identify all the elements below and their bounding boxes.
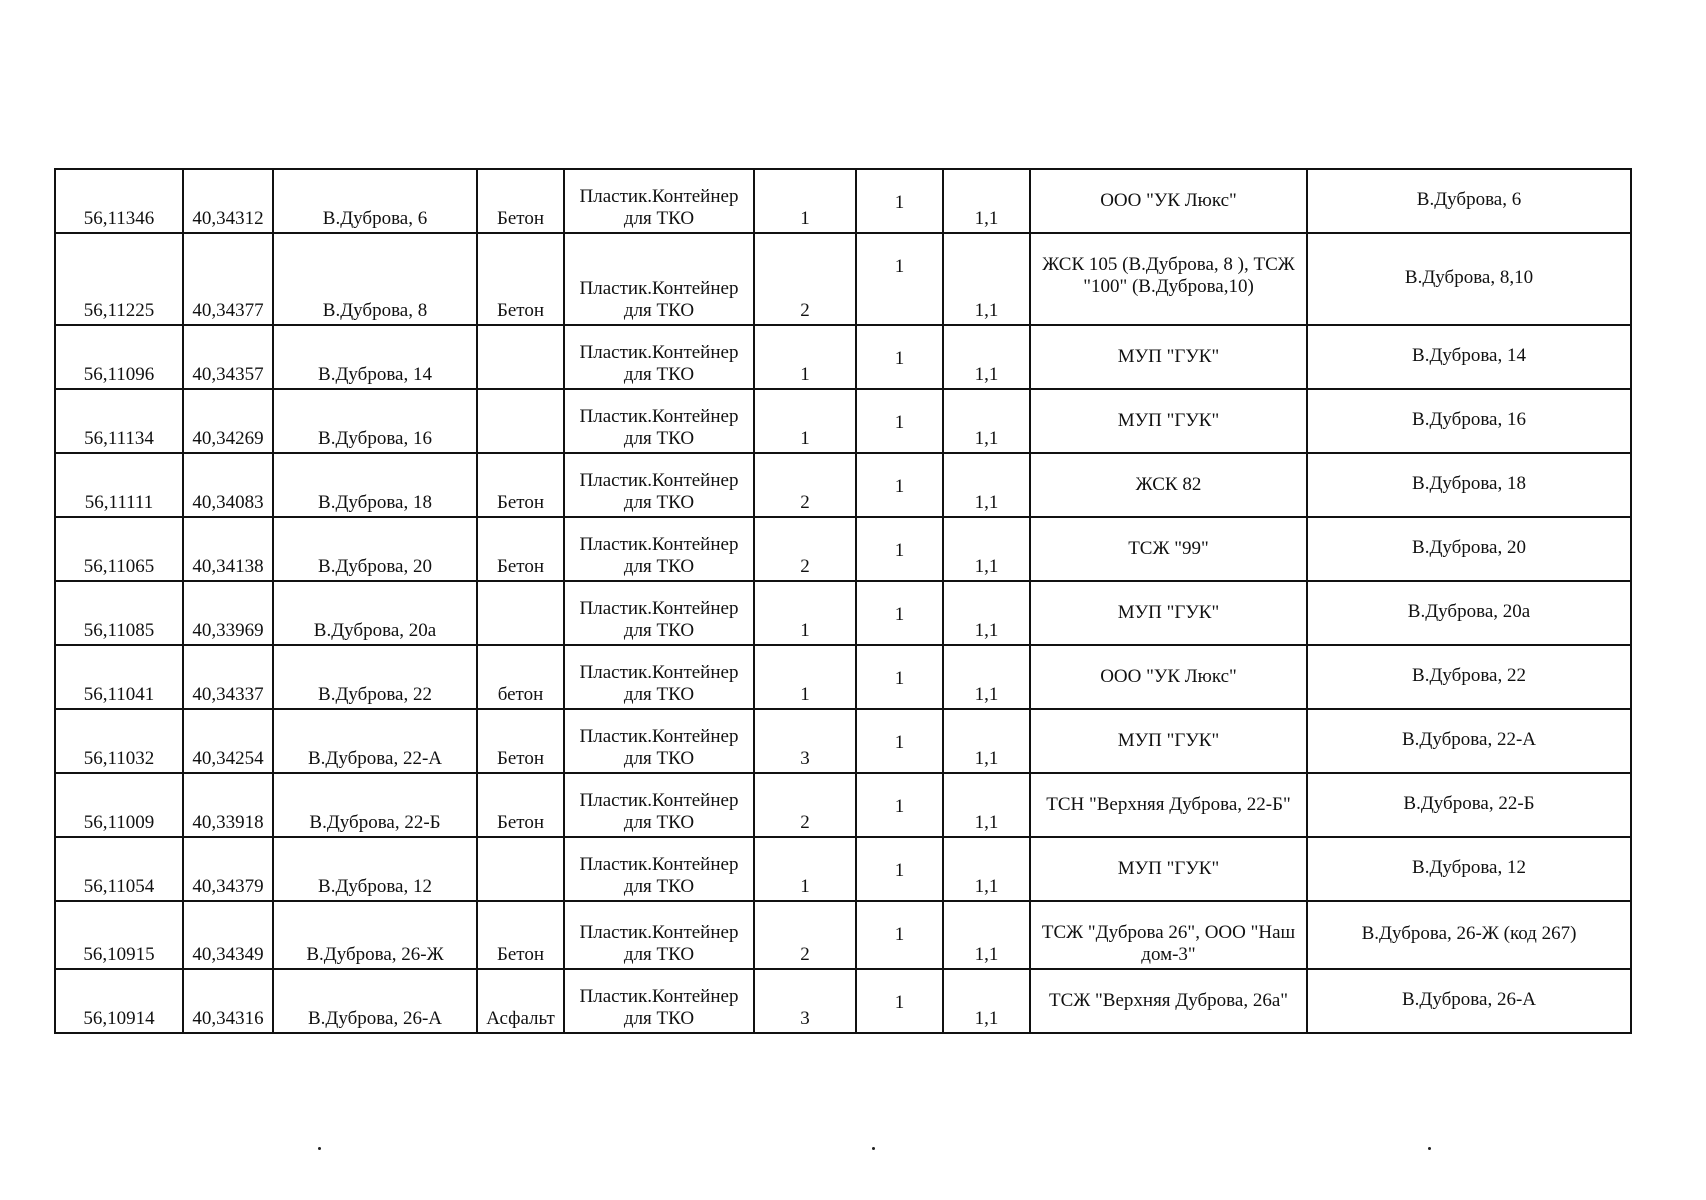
latitude-cell: 56,11225 xyxy=(55,233,183,325)
surface-cell: Асфальт xyxy=(477,969,564,1033)
address-cell: В.Дуброва, 20 xyxy=(273,517,477,581)
longitude-cell: 40,34377 xyxy=(183,233,273,325)
quantity-value: 1 xyxy=(894,256,905,277)
longitude-cell: 40,33969 xyxy=(183,581,273,645)
quantity-cell xyxy=(856,233,943,325)
latitude-cell: 56,11085 xyxy=(55,581,183,645)
quantity-value: 1 xyxy=(894,476,905,497)
container-type-cell: Пластик.Контейнер для ТКО xyxy=(564,581,754,645)
quantity-cell xyxy=(856,169,943,233)
latitude-cell: 56,11032 xyxy=(55,709,183,773)
volume-cell: 1,1 xyxy=(943,325,1030,389)
longitude-cell: 40,34312 xyxy=(183,169,273,233)
surface-cell: Бетон xyxy=(477,517,564,581)
longitude-cell: 40,34349 xyxy=(183,901,273,969)
surface-cell: Бетон xyxy=(477,901,564,969)
container-count-cell: 1 xyxy=(754,169,856,233)
served-address-cell: В.Дуброва, 26-Ж (код 267) xyxy=(1307,901,1631,969)
address-cell: В.Дуброва, 20а xyxy=(273,581,477,645)
table-row xyxy=(55,837,1631,901)
quantity-value: 1 xyxy=(894,412,905,433)
organization-name: МУП "ГУК" xyxy=(1117,346,1220,367)
quantity-cell xyxy=(856,709,943,773)
organization-name: ТСЖ "99" xyxy=(1128,538,1209,559)
container-type-cell: Пластик.Контейнер для ТКО xyxy=(564,517,754,581)
quantity-value: 1 xyxy=(894,992,905,1013)
volume-cell: 1,1 xyxy=(943,837,1030,901)
volume-cell: 1,1 xyxy=(943,645,1030,709)
footer-dot-3 xyxy=(1428,1147,1431,1150)
organization-cell xyxy=(1030,517,1307,581)
latitude-cell: 56,11065 xyxy=(55,517,183,581)
organization-cell xyxy=(1030,645,1307,709)
served-address-cell: В.Дуброва, 20а xyxy=(1307,581,1631,645)
footer-dot-2 xyxy=(872,1147,875,1150)
container-count-cell: 2 xyxy=(754,233,856,325)
container-type-cell: Пластик.Контейнер для ТКО xyxy=(564,645,754,709)
container-sites-table xyxy=(54,168,1632,1034)
served-address-cell: В.Дуброва, 22-Б xyxy=(1307,773,1631,837)
quantity-cell xyxy=(856,645,943,709)
longitude-cell: 40,34337 xyxy=(183,645,273,709)
quantity-value: 1 xyxy=(894,348,905,369)
quantity-cell xyxy=(856,837,943,901)
quantity-value: 1 xyxy=(894,668,905,689)
organization-cell xyxy=(1030,169,1307,233)
container-count-cell: 1 xyxy=(754,325,856,389)
served-address-cell: В.Дуброва, 22-А xyxy=(1307,709,1631,773)
quantity-cell xyxy=(856,325,943,389)
container-count-cell: 1 xyxy=(754,389,856,453)
latitude-cell: 56,11041 xyxy=(55,645,183,709)
organization-cell xyxy=(1030,325,1307,389)
container-type-cell: Пластик.Контейнер для ТКО xyxy=(564,169,754,233)
organization-cell xyxy=(1030,581,1307,645)
container-type-cell: Пластик.Контейнер для ТКО xyxy=(564,233,754,325)
organization-name: ЖСК 82 xyxy=(1135,474,1202,495)
longitude-cell: 40,33918 xyxy=(183,773,273,837)
table-row xyxy=(55,453,1631,517)
container-type-cell: Пластик.Контейнер для ТКО xyxy=(564,453,754,517)
table-row xyxy=(55,645,1631,709)
container-type-cell: Пластик.Контейнер для ТКО xyxy=(564,969,754,1033)
footer-dot-1 xyxy=(318,1147,321,1150)
quantity-value: 1 xyxy=(894,732,905,753)
longitude-cell: 40,34316 xyxy=(183,969,273,1033)
address-cell: В.Дуброва, 26-Ж xyxy=(273,901,477,969)
table-row xyxy=(55,773,1631,837)
container-count-cell: 3 xyxy=(754,969,856,1033)
quantity-value: 1 xyxy=(894,860,905,881)
table-row xyxy=(55,709,1631,773)
latitude-cell: 56,11111 xyxy=(55,453,183,517)
quantity-cell xyxy=(856,389,943,453)
organization-name: МУП "ГУК" xyxy=(1117,730,1220,751)
surface-cell: бетон xyxy=(477,645,564,709)
latitude-cell: 56,11054 xyxy=(55,837,183,901)
organization-cell xyxy=(1030,453,1307,517)
organization-name: ООО "УК Люкс" xyxy=(1100,666,1237,687)
volume-cell: 1,1 xyxy=(943,581,1030,645)
quantity-value: 1 xyxy=(894,924,905,945)
quantity-value: 1 xyxy=(894,604,905,625)
table-body xyxy=(55,169,1631,1033)
container-type-cell: Пластик.Контейнер для ТКО xyxy=(564,901,754,969)
longitude-cell: 40,34254 xyxy=(183,709,273,773)
organization-cell xyxy=(1030,709,1307,773)
table-row xyxy=(55,901,1631,969)
quantity-cell xyxy=(856,517,943,581)
address-cell: В.Дуброва, 26-А xyxy=(273,969,477,1033)
container-count-cell: 2 xyxy=(754,773,856,837)
quantity-cell xyxy=(856,581,943,645)
organization-name: ТСЖ "Верхняя Дуброва, 26а" xyxy=(1048,990,1289,1011)
container-type-cell: Пластик.Контейнер для ТКО xyxy=(564,773,754,837)
table-row xyxy=(55,389,1631,453)
volume-cell: 1,1 xyxy=(943,169,1030,233)
container-type-cell: Пластик.Контейнер для ТКО xyxy=(564,837,754,901)
latitude-cell: 56,11096 xyxy=(55,325,183,389)
served-address-cell: В.Дуброва, 16 xyxy=(1307,389,1631,453)
container-type-cell: Пластик.Контейнер для ТКО xyxy=(564,709,754,773)
surface-cell xyxy=(477,325,564,389)
volume-cell: 1,1 xyxy=(943,709,1030,773)
container-type-cell: Пластик.Контейнер для ТКО xyxy=(564,389,754,453)
volume-cell: 1,1 xyxy=(943,517,1030,581)
container-count-cell: 2 xyxy=(754,901,856,969)
surface-cell: Бетон xyxy=(477,169,564,233)
organization-cell xyxy=(1030,233,1307,325)
longitude-cell: 40,34357 xyxy=(183,325,273,389)
organization-name: МУП "ГУК" xyxy=(1117,602,1220,623)
latitude-cell: 56,11346 xyxy=(55,169,183,233)
surface-cell xyxy=(477,837,564,901)
table-row xyxy=(55,169,1631,233)
surface-cell: Бетон xyxy=(477,453,564,517)
address-cell: В.Дуброва, 14 xyxy=(273,325,477,389)
latitude-cell: 56,10915 xyxy=(55,901,183,969)
organization-cell xyxy=(1030,969,1307,1033)
volume-cell: 1,1 xyxy=(943,389,1030,453)
longitude-cell: 40,34083 xyxy=(183,453,273,517)
address-cell: В.Дуброва, 18 xyxy=(273,453,477,517)
organization-cell xyxy=(1030,837,1307,901)
surface-cell: Бетон xyxy=(477,233,564,325)
address-cell: В.Дуброва, 8 xyxy=(273,233,477,325)
organization-cell xyxy=(1030,773,1307,837)
longitude-cell: 40,34269 xyxy=(183,389,273,453)
organization-cell xyxy=(1030,389,1307,453)
container-count-cell: 1 xyxy=(754,645,856,709)
quantity-cell xyxy=(856,773,943,837)
longitude-cell: 40,34138 xyxy=(183,517,273,581)
organization-name: ТСН "Верхняя Дуброва, 22-Б" xyxy=(1046,794,1291,815)
address-cell: В.Дуброва, 22-А xyxy=(273,709,477,773)
volume-cell: 1,1 xyxy=(943,901,1030,969)
volume-cell: 1,1 xyxy=(943,773,1030,837)
served-address-cell: В.Дуброва, 22 xyxy=(1307,645,1631,709)
organization-name: ЖСК 105 (В.Дуброва, 8 ), ТСЖ "100" (В.Дуброва,10) xyxy=(1042,254,1295,297)
served-address-cell: В.Дуброва, 20 xyxy=(1307,517,1631,581)
served-address-cell: В.Дуброва, 8,10 xyxy=(1307,233,1631,325)
container-count-cell: 2 xyxy=(754,517,856,581)
organization-name: ООО "УК Люкс" xyxy=(1100,190,1237,211)
served-address-cell: В.Дуброва, 18 xyxy=(1307,453,1631,517)
quantity-cell xyxy=(856,453,943,517)
quantity-value: 1 xyxy=(894,796,905,817)
surface-cell xyxy=(477,581,564,645)
address-cell: В.Дуброва, 22 xyxy=(273,645,477,709)
address-cell: В.Дуброва, 12 xyxy=(273,837,477,901)
address-cell: В.Дуброва, 16 xyxy=(273,389,477,453)
table-row xyxy=(55,581,1631,645)
latitude-cell: 56,11134 xyxy=(55,389,183,453)
organization-cell xyxy=(1030,901,1307,969)
table-row xyxy=(55,325,1631,389)
address-cell: В.Дуброва, 22-Б xyxy=(273,773,477,837)
served-address-cell: В.Дуброва, 12 xyxy=(1307,837,1631,901)
quantity-value: 1 xyxy=(894,540,905,561)
served-address-cell: В.Дуброва, 6 xyxy=(1307,169,1631,233)
surface-cell: Бетон xyxy=(477,709,564,773)
organization-name: МУП "ГУК" xyxy=(1117,410,1220,431)
table-row xyxy=(55,517,1631,581)
organization-name: МУП "ГУК" xyxy=(1117,858,1220,879)
organization-name: ТСЖ "Дуброва 26", ООО "Наш дом-3" xyxy=(1041,922,1296,965)
longitude-cell: 40,34379 xyxy=(183,837,273,901)
quantity-cell xyxy=(856,969,943,1033)
quantity-value: 1 xyxy=(894,192,905,213)
served-address-cell: В.Дуброва, 26-А xyxy=(1307,969,1631,1033)
quantity-cell xyxy=(856,901,943,969)
table-row xyxy=(55,233,1631,325)
latitude-cell: 56,11009 xyxy=(55,773,183,837)
container-type-cell: Пластик.Контейнер для ТКО xyxy=(564,325,754,389)
container-count-cell: 3 xyxy=(754,709,856,773)
container-count-cell: 1 xyxy=(754,837,856,901)
surface-cell: Бетон xyxy=(477,773,564,837)
container-count-cell: 2 xyxy=(754,453,856,517)
volume-cell: 1,1 xyxy=(943,233,1030,325)
volume-cell: 1,1 xyxy=(943,453,1030,517)
address-cell: В.Дуброва, 6 xyxy=(273,169,477,233)
served-address-cell: В.Дуброва, 14 xyxy=(1307,325,1631,389)
surface-cell xyxy=(477,389,564,453)
latitude-cell: 56,10914 xyxy=(55,969,183,1033)
container-count-cell: 1 xyxy=(754,581,856,645)
volume-cell: 1,1 xyxy=(943,969,1030,1033)
table-row xyxy=(55,969,1631,1033)
